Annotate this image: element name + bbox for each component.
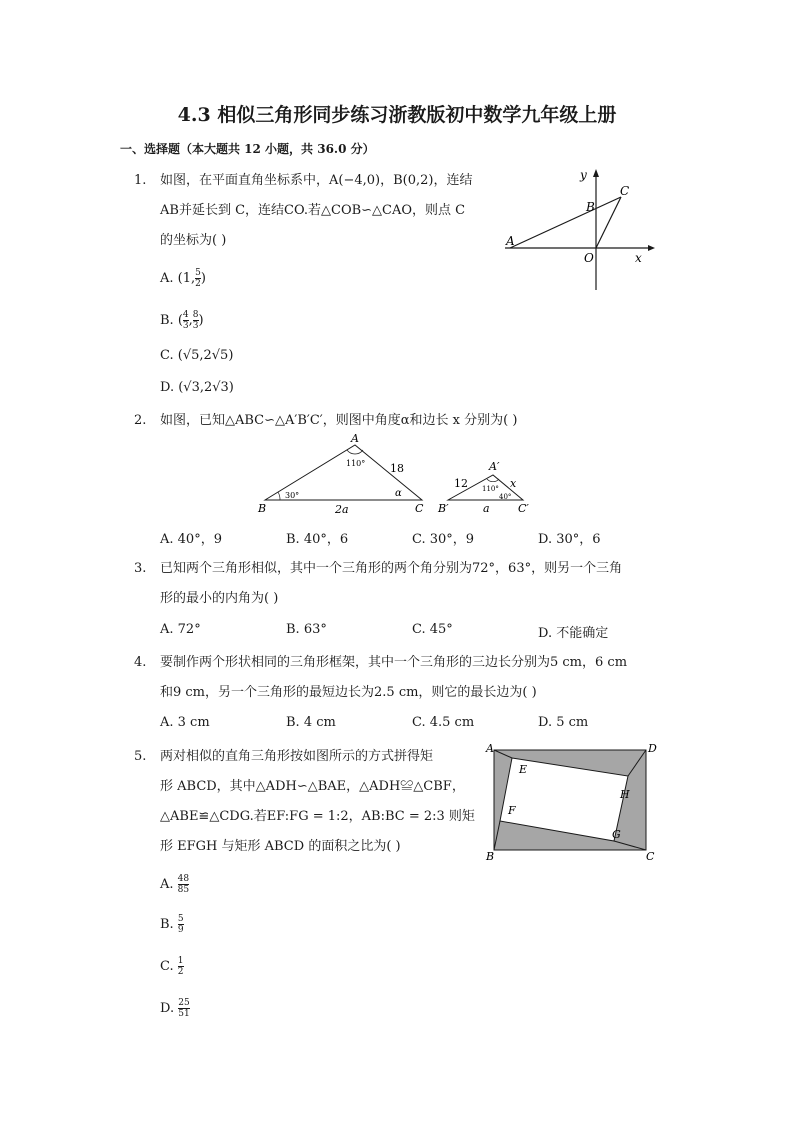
option-d[interactable]: D. 5 cm [538,715,589,730]
similar-triangles-figure [255,432,555,522]
question-text: 如图，在平面直角坐标系中，A(−4,0)，B(0,2)，连结 [160,173,473,188]
option-b[interactable]: B. 4 cm [286,715,336,730]
question-text: 如图，已知△ABC∽△A′B′C′，则图中角度α和边长 x 分别为( ) [160,413,518,428]
option-b[interactable]: B. ( $\frac{4}{3}$ , $\frac{8}{3}$ ) [160,310,204,331]
option-a[interactable]: A. $\frac{48}{85}$ [160,874,190,895]
question-text: 两对相似的直角三角形按如图所示的方式拼得矩 [160,749,434,764]
axis-label-x: x [635,251,642,265]
vertex-d: D [648,742,657,755]
vertex-a: A [486,742,494,755]
option-d[interactable]: D. 不能确定 [538,626,609,641]
vertex-e: E [519,763,528,776]
option-a[interactable]: A. 40°，9 [160,532,222,547]
page-title: 4.3 相似三角形同步练习浙教版初中数学九年级上册 [177,104,617,126]
vertex-h: H [620,788,630,801]
option-b[interactable]: B. 40°，6 [286,532,349,547]
point-label-b: B [586,200,595,214]
option-c[interactable]: C. 30°，9 [412,532,475,547]
vertex-c-prime: C′ [518,502,529,515]
option-b[interactable]: B. $\frac{5}{9}$ [160,914,184,935]
question-number: 4. [134,655,147,670]
vertex-b: B [258,502,267,515]
question-text: 已知两个三角形相似，其中一个三角形的两个角分别为72°，63°，则另一个三角 [160,561,623,576]
side-bc-label: 2a [335,503,349,516]
vertex-b-prime: B′ [438,502,449,515]
side-a-prime-b-prime-label: 12 [454,477,468,490]
question-text: AB并延长到 C，连结CO.若△COB∽△CAO，则点 C [160,203,466,218]
question-number: 3. [134,561,147,576]
option-d[interactable]: D. 30°，6 [538,532,601,547]
question-number: 1. [134,173,147,188]
angle-c-label: α [395,488,402,499]
option-c[interactable]: C. $\frac{1}{2}$ [160,956,184,977]
option-a[interactable]: A. (1, $\frac{5}{2}$ ) [160,268,206,289]
question-text: 的坐标为( ) [160,233,227,248]
question-text: 形的最小的内角为( ) [160,591,279,606]
question-number: 2. [134,413,147,428]
vertex-g: G [612,828,621,841]
coordinate-figure [500,165,660,295]
angle-a-prime-label: 110° [482,485,499,493]
side-x-label: x [510,477,517,490]
axis-label-y: y [580,168,587,182]
question-text: 形 ABCD，其中△ADH∽△BAE，△ADH≌△CBF， [160,779,465,794]
side-b-prime-c-prime-label: a [483,502,490,515]
point-label-a: A [506,234,515,248]
side-ac-label: 18 [390,462,404,475]
option-a[interactable]: A. 72° [160,622,201,637]
vertex-a-prime: A′ [489,460,500,473]
option-a[interactable]: A. 3 cm [160,715,210,730]
question-text: 和9 cm，另一个三角形的最短边长为2.5 cm，则它的最长边为( ) [160,685,537,700]
point-label-c: C [620,184,630,198]
vertex-b: B [486,850,495,863]
angle-b-label: 30° [285,491,300,500]
rectangle-figure [482,740,662,865]
option-c[interactable]: C. 4.5 cm [412,715,475,730]
option-c[interactable]: C. (√5,2√5) [160,348,234,363]
option-c[interactable]: C. 45° [412,622,453,637]
question-number: 5. [134,749,147,764]
option-b[interactable]: B. 63° [286,622,327,637]
vertex-c: C [415,502,424,515]
angle-c-prime-label: 40° [499,493,512,501]
question-text: △ABE≌△CDG.若EF:FG = 1:2，AB:BC = 2:3 则矩 [160,809,475,824]
vertex-c: C [646,850,655,863]
question-text: 要制作两个形状相同的三角形框架，其中一个三角形的三边长分别为5 cm，6 cm [160,655,628,670]
vertex-f: F [508,804,516,817]
option-d[interactable]: D. $\frac{25}{51}$ [160,998,190,1019]
point-label-o: O [584,251,594,265]
angle-a-label: 110° [346,459,366,468]
vertex-a: A [351,432,359,445]
section-heading: 一、选择题（本大题共 12 小题，共 36.0 分） [120,142,375,156]
option-d[interactable]: D. (√3,2√3) [160,380,234,395]
question-text: 形 EFGH 与矩形 ABCD 的面积之比为( ) [160,839,401,854]
